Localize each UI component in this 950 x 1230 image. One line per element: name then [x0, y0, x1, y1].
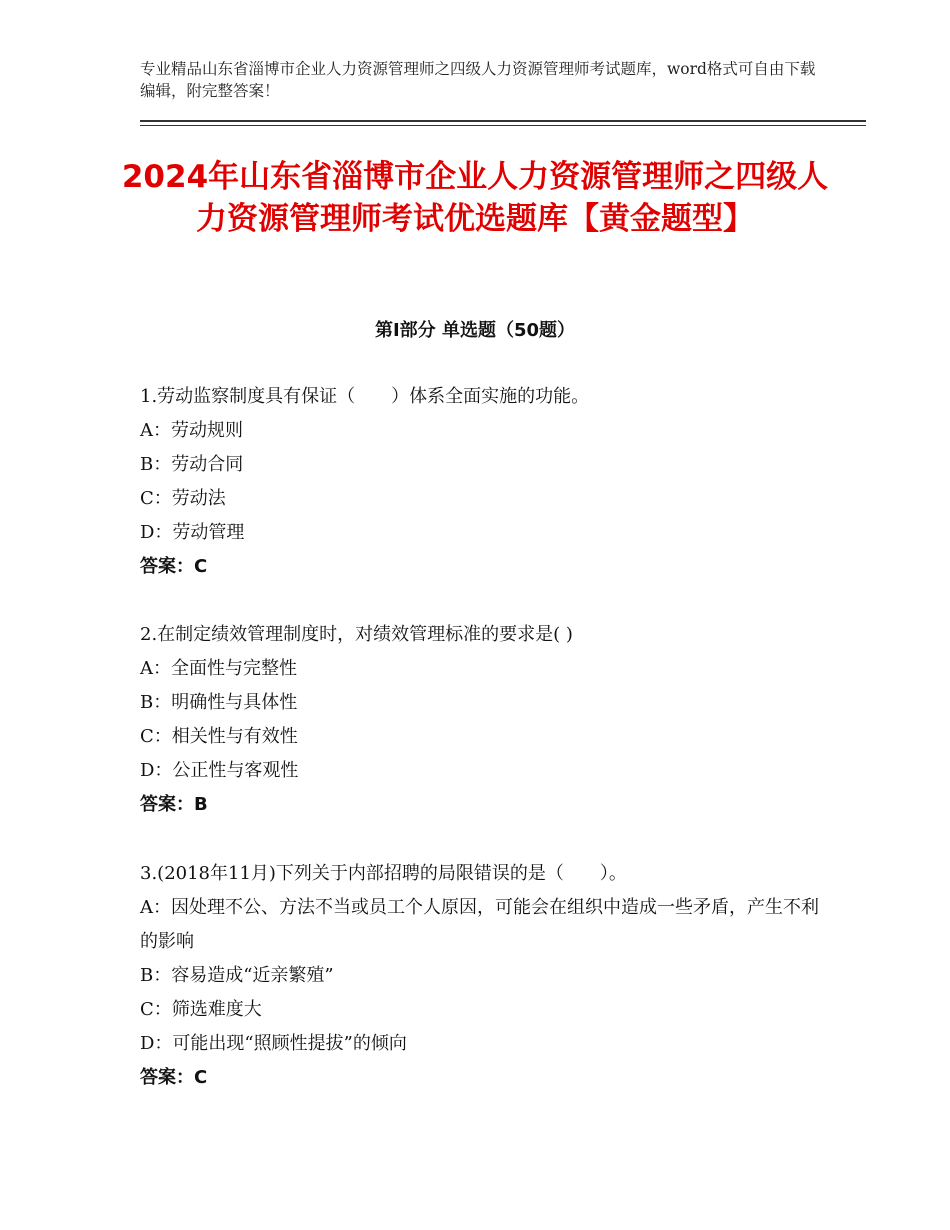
answer: 答案：C — [140, 1067, 208, 1088]
header-note: 专业精品山东省淄博市企业人力资源管理师之四级人力资源管理师考试题库，word格式可自由下载编辑，附完整答案！ — [140, 60, 816, 100]
question-2 — [140, 618, 820, 822]
document-title: 2024年山东省淄博市企业人力资源管理师之四级人力资源管理师考试优选题库【黄金题型】 — [121, 159, 829, 237]
question-stem: 2.在制定绩效管理制度时，对绩效管理标准的要求是( ) — [140, 624, 573, 645]
answer: 答案：C — [140, 556, 208, 577]
header-divider-thick — [140, 120, 866, 122]
option-c: C：筛选难度大 — [140, 999, 262, 1020]
header-divider-thin — [140, 125, 866, 126]
option-b: B：劳动合同 — [140, 454, 244, 475]
question-stem: 1.劳动监察制度具有保证（ ）体系全面实施的功能。 — [140, 386, 590, 407]
section-title: 第Ⅰ部分 单选题（50题） — [374, 320, 575, 341]
option-a: A：因处理不公、方法不当或员工个人原因，可能会在组织中造成一些矛盾，产生不利的影响 — [140, 897, 819, 952]
question-stem: 3.(2018年11月)下列关于内部招聘的局限错误的是（ ）。 — [140, 863, 627, 884]
option-c: C：相关性与有效性 — [140, 726, 298, 747]
question-1 — [140, 380, 820, 584]
option-a: A：劳动规则 — [140, 420, 243, 441]
option-d: D：劳动管理 — [140, 522, 245, 543]
option-c: C：劳动法 — [140, 488, 226, 509]
option-d: D：公正性与客观性 — [140, 760, 299, 781]
option-b: B：明确性与具体性 — [140, 692, 298, 713]
option-a: A：全面性与完整性 — [140, 658, 297, 679]
option-d: D：可能出现“照顾性提拔”的倾向 — [140, 1033, 407, 1054]
answer: 答案：B — [140, 794, 208, 815]
option-b: B：容易造成“近亲繁殖” — [140, 965, 334, 986]
question-3 — [140, 857, 820, 1095]
